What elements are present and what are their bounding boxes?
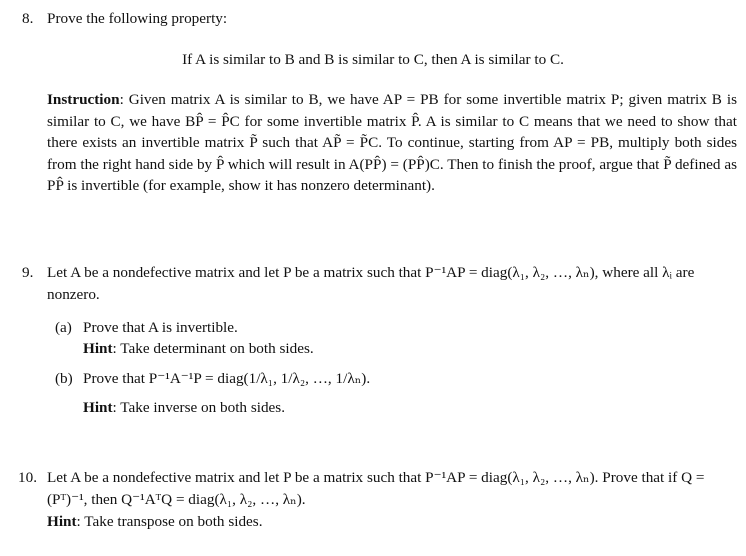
problem-number: 10. (18, 469, 37, 486)
problem-number: 8. (22, 10, 34, 27)
part-b-text: Prove that P⁻¹A⁻¹P = diag(1/λ₁, 1/λ₂, …, 1/λₙ). (83, 370, 371, 387)
problem-statement: Prove the following property: (47, 10, 228, 27)
instruction-label: Instruction (47, 91, 120, 108)
instruction-text: Given matrix A is similar to B, we have AP = PB for some invertible matrix P; given matrix B is similar to C, we have BP̂ = P̂C for some invertible matrix P̂. A is similar to C means that we need to show that there exists an invertible matrix P̃ such that AP̃ = P̃C. To continue, starting from AP = PB, multiply both sides from the right hand side by P̂ which will result in A(PP̂) = (PP̂)C. Then to finish the proof, argue that P̃ defined as PP̂ is invertible (for example, show it has nonzero determinant). (47, 91, 737, 195)
part-a-hint: Hint: Take determinant on both sides. (83, 340, 314, 357)
part-a-text: Prove that A is invertible. (83, 319, 238, 336)
problem-number: 9. (22, 264, 34, 281)
part-b-label: (b) (55, 370, 73, 387)
hint: Hint: Take transpose on both sides. (47, 513, 263, 530)
part-a-label: (a) (55, 319, 72, 336)
property-statement: If A is similar to B and B is similar to C, then A is similar to C. (182, 51, 564, 68)
problem-statement: Let A be a nondefective matrix and let P be a matrix such that P⁻¹AP = diag(λ₁, λ₂, …, λₙ). Prove that if Q = (Pᵀ)⁻¹, then Q⁻¹AᵀQ = diag(λ₁, λ₂, …, λₙ). (47, 469, 705, 508)
instruction-paragraph: Instruction: Given matrix A is similar to B, we have AP = PB for some invertible matrix P; given matrix B is similar to C, we have BP̂ = P̂C for some invertible matrix P̂. A is similar to C means that we need to show that there exists an invertible matrix P̃ such that AP̃ = P̃C. To continue, starting from AP = PB, multiply both sides from the right hand side by P̂ which will result in A(PP̂) = (PP̂)C. Then to finish the proof, argue that P̃ defined as PP̂ is invertible (for example, show it has nonzero determinant). (47, 91, 737, 195)
part-b-hint: Hint: Take inverse on both sides. (83, 399, 285, 416)
problem-statement: Let A be a nondefective matrix and let P be a matrix such that P⁻¹AP = diag(λ₁, λ₂, …, λₙ), where all λᵢ are nonzero. (47, 264, 695, 303)
